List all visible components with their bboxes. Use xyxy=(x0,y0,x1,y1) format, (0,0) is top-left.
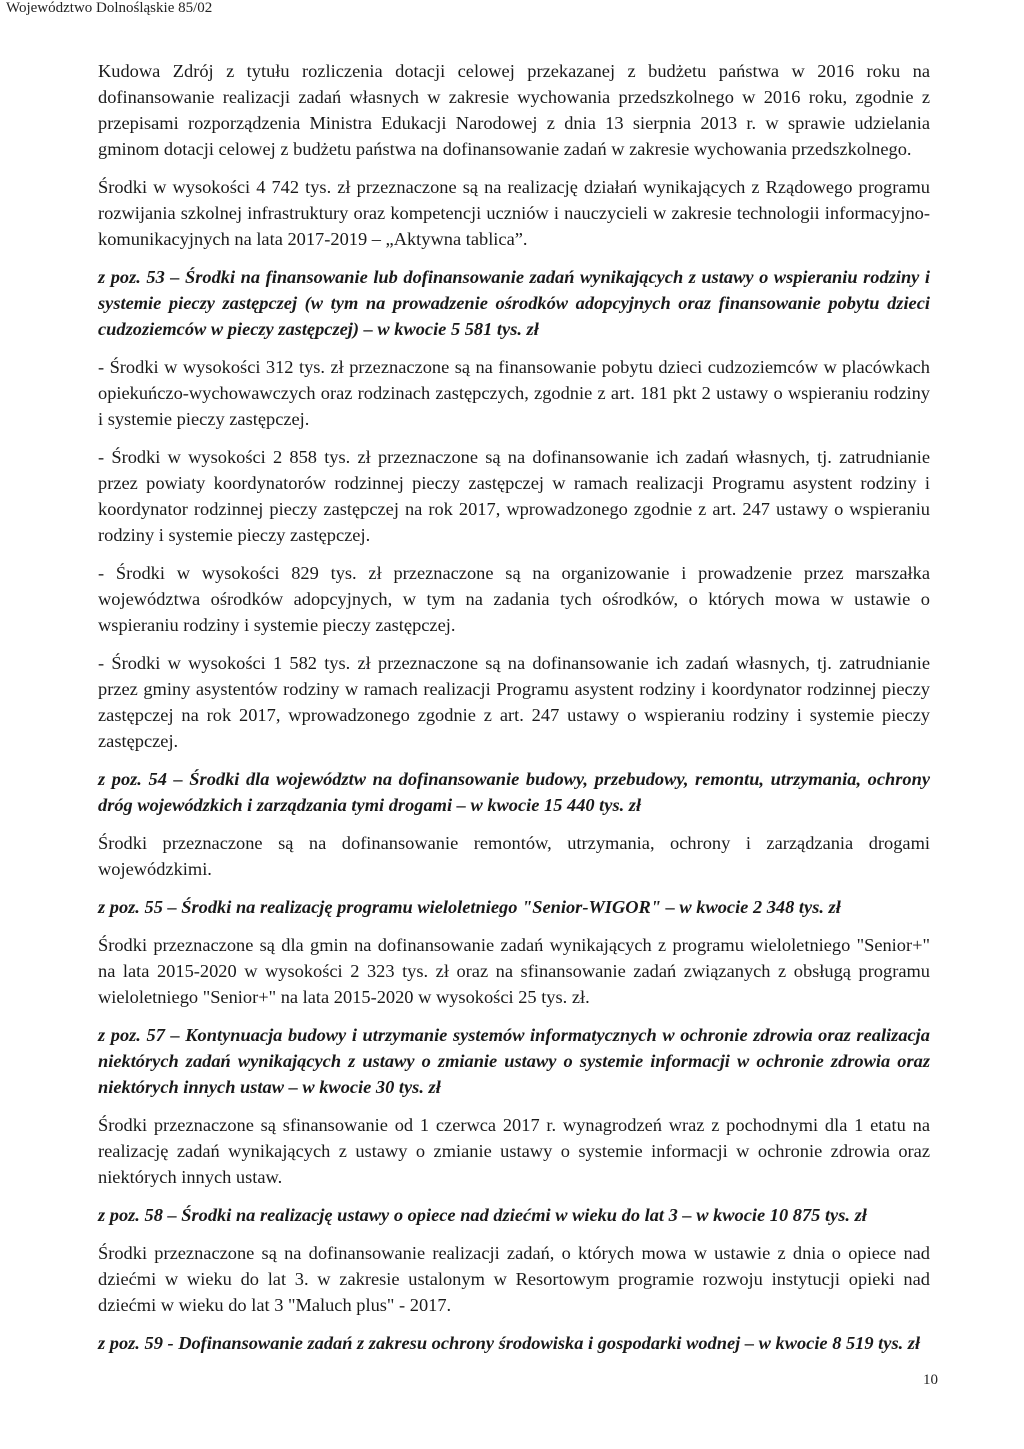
document-body xyxy=(98,58,930,1368)
heading-poz-58: z poz. 58 – Środki na realizację ustawy o opiece nad dziećmi w wieku do lat 3 – w kwocie 10 875 tys. zł xyxy=(98,1205,867,1225)
page-number: 10 xyxy=(923,1372,938,1388)
paragraph-poz-55: Środki przeznaczone są dla gmin na dofinansowanie zadań wynikających z programu wieloletniego "Senior+" na lata 2015-2020 w wysokości 2 323 tys. zł oraz na sfinansowanie zadań związanych z obsługą programu wieloletniego "Senior+" na lata 2015-2020 w wysokości 25 tys. zł. xyxy=(98,935,930,1007)
paragraph-poz-53-item-1: - Środki w wysokości 312 tys. zł przeznaczone są na finansowanie pobytu dzieci cudzoziemców w placówkach opiekuńczo-wychowawczych oraz rodzinach zastępczych, zgodnie z art. 181 pkt 2 ustawy o wspieraniu rodziny i systemie pieczy zastępczej. xyxy=(98,357,930,429)
paragraph-poz-58: Środki przeznaczone są na dofinansowanie realizacji zadań, o których mowa w ustawie z dnia o opiece nad dziećmi w wieku do lat 3. w zakresie ustalonym w Resortowym programie rozwoju instytucji opieki nad dziećmi w wieku do lat 3 "Maluch plus" - 2017. xyxy=(98,1243,930,1315)
heading-poz-57: z poz. 57 – Kontynuacja budowy i utrzymanie systemów informatycznych w ochronie zdrowia oraz realizacja niektórych zadań wynikających z ustawy o zmianie ustawy o systemie informacji w ochronie zdrowia oraz niektórych innych ustaw – w kwocie 30 tys. zł xyxy=(98,1025,930,1097)
paragraph-poz-53-item-2: - Środki w wysokości 2 858 tys. zł przeznaczone są na dofinansowanie ich zadań własnych, tj. zatrudnianie przez powiaty koordynatorów rodzinnej pieczy zastępczej w ramach realizacji Programu asystent rodziny i koordynator rodzinnej pieczy zastępczej na rok 2017, wprowadzonego zgodnie z art. 247 ustawy o wspieraniu rodziny i systemie pieczy zastępczej. xyxy=(98,447,930,545)
heading-poz-55: z poz. 55 – Środki na realizację programu wieloletniego "Senior-WIGOR" – w kwocie 2 348 tys. zł xyxy=(98,897,841,917)
heading-poz-54: z poz. 54 – Środki dla województw na dofinansowanie budowy, przebudowy, remontu, utrzymania, ochrony dróg wojewódzkich i zarządzania tymi drogami – w kwocie 15 440 tys. zł xyxy=(98,769,930,815)
heading-poz-53: z poz. 53 – Środki na finansowanie lub dofinansowanie zadań wynikających z ustawy o wspieraniu rodziny i systemie pieczy zastępczej (w tym na prowadzenie ośrodków adopcyjnych oraz finansowanie pobytu dzieci cudzoziemców w pieczy zastępczej) – w kwocie 5 581 tys. zł xyxy=(98,267,930,339)
paragraph-kudowa-dotacja: Kudowa Zdrój z tytułu rozliczenia dotacji celowej przekazanej z budżetu państwa w 2016 roku na dofinansowanie realizacji zadań własnych w zakresie wychowania przedszkolnego w 2016 roku, zgodnie z przepisami rozporządzenia Ministra Edukacji Narodowej z dnia 13 sierpnia 2013 r. w sprawie udzielania gminom dotacji celowej z budżetu państwa na dofinansowanie zadań w zakresie wychowania przedszkolnego. xyxy=(98,61,930,159)
paragraph-aktywna-tablica: Środki w wysokości 4 742 tys. zł przeznaczone są na realizację działań wynikających z Rządowego programu rozwijania szkolnej infrastruktury oraz kompetencji uczniów i nauczycieli w zakresie technologii informacyjno-komunikacyjnych na lata 2017-2019 – „Aktywna tablica”. xyxy=(98,177,930,249)
heading-poz-59: z poz. 59 - Dofinansowanie zadań z zakresu ochrony środowiska i gospodarki wodnej – w kwocie 8 519 tys. zł xyxy=(98,1333,921,1353)
running-header: Województwo Dolnośląskie 85/02 xyxy=(6,0,213,16)
paragraph-poz-53-item-3: - Środki w wysokości 829 tys. zł przeznaczone są na organizowanie i prowadzenie przez marszałka województwa ośrodków adopcyjnych, w tym na zadania tych ośrodków, o których mowa w ustawie o wspieraniu rodziny i systemie pieczy zastępczej. xyxy=(98,563,930,635)
paragraph-poz-54: Środki przeznaczone są na dofinansowanie remontów, utrzymania, ochrony i zarządzania drogami wojewódzkimi. xyxy=(98,833,930,879)
paragraph-poz-57: Środki przeznaczone są sfinansowanie od 1 czerwca 2017 r. wynagrodzeń wraz z pochodnymi dla 1 etatu na realizację zadań wynikających z ustawy o zmianie ustawy o systemie informacji w ochronie zdrowia oraz niektórych innych ustaw. xyxy=(98,1115,930,1187)
paragraph-poz-53-item-4: - Środki w wysokości 1 582 tys. zł przeznaczone są na dofinansowanie ich zadań własnych, tj. zatrudnianie przez gminy asystentów rodziny w ramach realizacji Programu asystent rodziny i koordynator rodzinnej pieczy zastępczej na rok 2017, wprowadzonego zgodnie z art. 247 ustawy o wspieraniu rodziny i systemie pieczy zastępczej. xyxy=(98,653,930,751)
